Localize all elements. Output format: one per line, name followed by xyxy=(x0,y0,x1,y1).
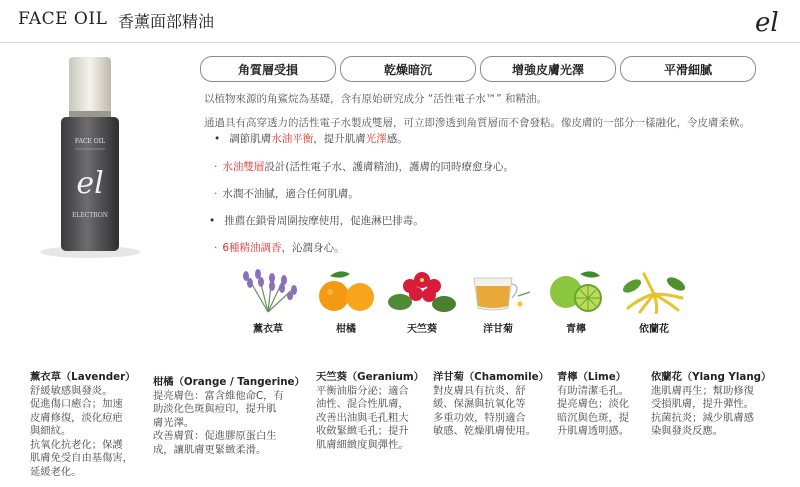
page-title: FACE OIL xyxy=(18,9,108,29)
tag-pill: 角質層受損 xyxy=(200,56,336,82)
ingredient-label: 柑橘 xyxy=(336,324,356,335)
bullet-dot-icon: • xyxy=(214,133,221,145)
ingredient-lime xyxy=(536,268,616,336)
page-subtitle: 香薰面部精油 xyxy=(118,12,215,31)
feature-bullet: · 水潤不油膩，適合任何肌膚。 xyxy=(214,188,359,200)
ingredient-ylang-ylang xyxy=(614,268,694,336)
svg-text:ELECTRON: ELECTRON xyxy=(71,212,109,219)
product-bottle-image xyxy=(25,55,155,265)
ingredient-geranium xyxy=(382,268,462,336)
description-body: 對皮膚具有抗炎、舒 緩、保濕與抗氧化等 多重功效，特別適合 敏感、乾燥肌膚使用。 xyxy=(433,384,536,437)
intro-line: 以植物來源的角鯊烷為基礎，含有原始研究成分 “活性電子水™” 和精油。 xyxy=(204,93,548,105)
ingredient-label: 青檸 xyxy=(566,324,586,335)
ingredient-description xyxy=(153,376,305,457)
header-divider xyxy=(0,42,800,43)
orange-icon xyxy=(310,268,382,314)
geranium-icon xyxy=(386,268,458,314)
benefit-tags xyxy=(200,56,760,82)
ingredient-orange xyxy=(306,268,386,336)
ingredient-chamomile xyxy=(458,268,538,336)
ingredient-description xyxy=(557,371,629,439)
feature-bullet: · 水油雙層設計(活性電子水、護膚精油)，護膚的同時療愈身心。 xyxy=(214,161,515,173)
svg-text:FACE OIL: FACE OIL xyxy=(74,138,106,145)
description-body: 提亮膚色：富含維他命C，有 助淡化色斑與痘印，提升肌 膚光澤。 改善膚質：促進膠原蛋白生 成，讓肌膚更緊緻柔滑。 xyxy=(153,389,284,456)
ingredient-description xyxy=(316,371,424,452)
svg-text:el: el xyxy=(755,8,779,38)
description-title: 薰衣草（Lavender） xyxy=(30,371,136,383)
ingredient-label: 洋甘菊 xyxy=(483,324,513,335)
lime-icon xyxy=(540,268,612,314)
ingredient-label: 薰衣草 xyxy=(253,324,283,335)
feature-bullet: • 推薦在鎖骨周圍按摩使用，促進淋巴排毒。 xyxy=(209,215,424,227)
tag-pill: 平滑細膩 xyxy=(620,56,756,82)
description-title: 洋甘菊（Chamomile） xyxy=(433,371,549,383)
ingredient-description xyxy=(651,371,771,439)
description-title: 青檸（Lime） xyxy=(557,371,626,383)
ingredient-description xyxy=(433,371,549,439)
svg-text:el: el xyxy=(76,166,104,201)
bullet-dot-icon: • xyxy=(209,215,216,227)
brand-logo xyxy=(752,6,796,38)
bullet-dot-icon: · xyxy=(214,161,218,173)
description-title: 柑橘（Orange / Tangerine） xyxy=(153,376,305,388)
feature-bullet: • 調節肌膚水油平衡，提升肌膚光澤感。 xyxy=(214,133,408,145)
bullet-dot-icon: · xyxy=(214,188,218,200)
ingredient-label: 依蘭花 xyxy=(639,324,669,335)
chamomile-tea-icon xyxy=(462,268,534,314)
ingredient-label: 天竺葵 xyxy=(407,324,437,335)
intro-line: 通過具有高穿透力的活性電子水製成雙層，可立即滲透到角質層而不會發粘。像皮膚的一部分一樣融化，令皮膚柔軟。 xyxy=(204,117,750,129)
bullet-dot-icon: · xyxy=(214,242,218,254)
description-body: 有助清潔毛孔。 提亮膚色；淡化 暗沉與色斑，提 升肌膚透明感。 xyxy=(557,384,630,437)
description-title: 依蘭花（Ylang Ylang） xyxy=(651,371,772,383)
ylang-ylang-icon xyxy=(618,268,690,314)
description-body: 舒緩敏感與發炎。 促進傷口癒合；加速 皮膚修復，淡化痘疤 與細紋。 抗氧化抗老化；保護 肌膚免受自由基傷害， 延緩老化。 xyxy=(30,384,133,478)
description-title: 天竺葵（Geranium） xyxy=(316,371,424,383)
ingredient-description xyxy=(30,371,135,479)
description-body: 平衡油脂分泌；適合 油性、混合性肌膚， 改善出油與毛孔粗大 收斂緊緻毛孔；提升 肌膚細緻度與彈性。 xyxy=(316,384,409,451)
description-body: 進肌膚再生；幫助修復 受損肌膚，提升彈性。 抗菌抗炎；減少肌膚感 染與發炎反應。 xyxy=(651,384,754,437)
tag-pill: 增強皮膚光澤 xyxy=(480,56,616,82)
feature-bullet: · 6種精油調香，沁潤身心。 xyxy=(214,242,345,254)
lavender-icon xyxy=(232,268,304,314)
tag-pill: 乾燥暗沉 xyxy=(340,56,476,82)
ingredient-lavender xyxy=(228,268,308,336)
